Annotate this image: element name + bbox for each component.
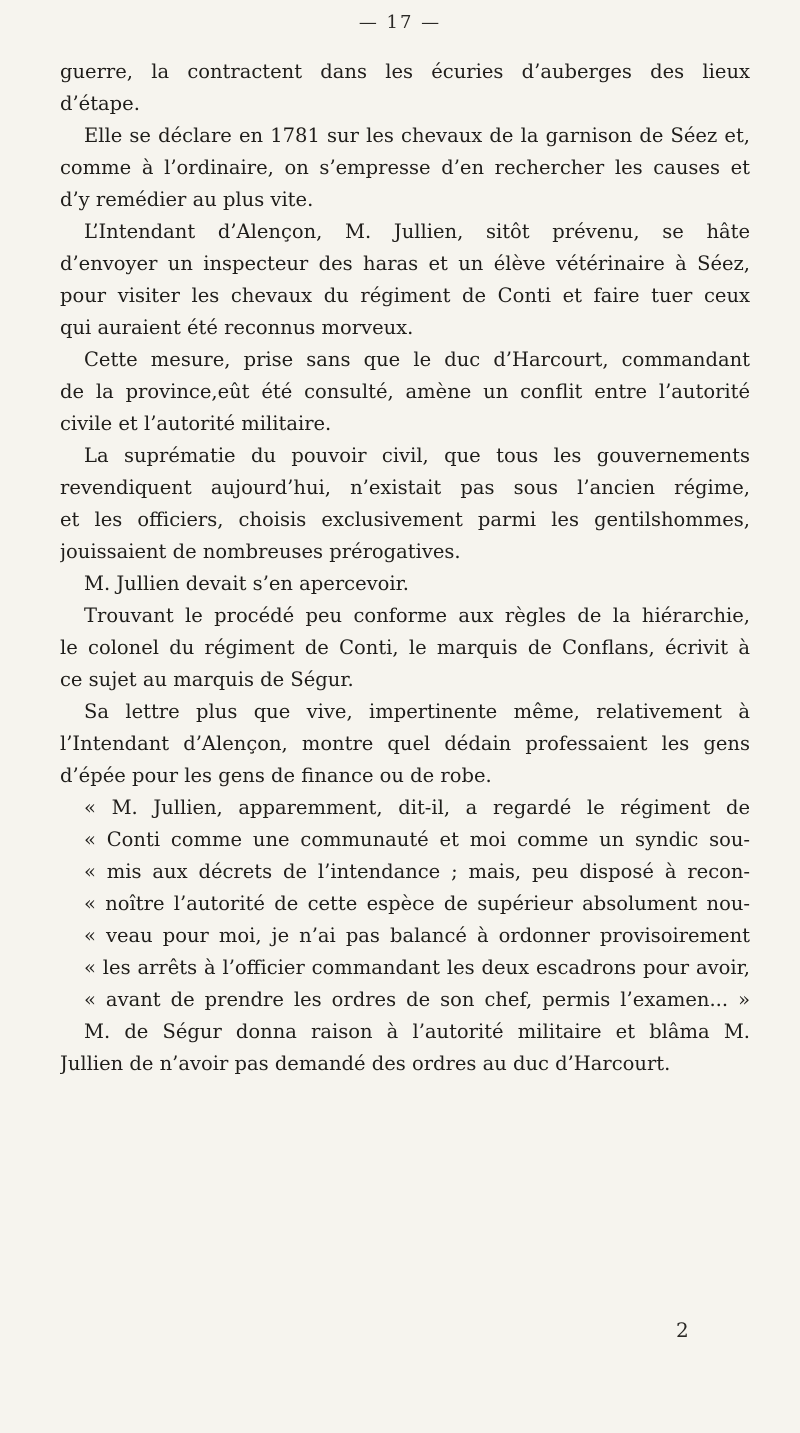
- text-line: jouissaient de nombreuses prérogatives.: [60, 540, 461, 563]
- text-line: d’étape.: [60, 92, 140, 115]
- quote-line: « mis aux décrets de l’intendance ; mais, peu disposé à recon-: [84, 860, 750, 883]
- text-line: de la province,eût été consulté, amène un conflit entre l’autorité: [60, 380, 750, 403]
- text-line: civile et l’autorité militaire.: [60, 412, 332, 435]
- quote-line: « M. Jullien, apparemment, dit-il, a regardé le régiment de: [84, 796, 750, 819]
- text-line: ce sujet au marquis de Ségur.: [60, 668, 354, 691]
- quote-line: « noître l’autorité de cette espèce de supérieur absolument nou-: [84, 892, 750, 915]
- text-line: Sa lettre plus que vive, impertinente même, relativement à: [84, 700, 750, 723]
- text-line: revendiquent aujourd’hui, n’existait pas sous l’ancien régime,: [60, 476, 750, 499]
- text-line: l’Intendant d’Alençon, montre quel dédain professaient les gens: [60, 732, 750, 755]
- text-line: Cette mesure, prise sans que le duc d’Harcourt, commandant: [84, 348, 750, 371]
- signature-mark: 2: [676, 1318, 689, 1342]
- text-line: d’épée pour les gens de finance ou de robe.: [60, 764, 492, 787]
- quote-line: « veau pour moi, je n’ai pas balancé à ordonner provisoirement: [84, 924, 750, 947]
- text-line: L’Intendant d’Alençon, M. Jullien, sitôt prévenu, se hâte: [84, 220, 750, 243]
- text-line: guerre, la contractent dans les écuries d’auberges des lieux: [60, 60, 750, 83]
- quote-line: « Conti comme une communauté et moi comme un syndic sou-: [84, 828, 750, 851]
- text-line: Elle se déclare en 1781 sur les chevaux de la garnison de Séez et,: [84, 124, 750, 147]
- text-line: et les officiers, choisis exclusivement parmi les gentilshommes,: [60, 508, 750, 531]
- quote-line: « les arrêts à l’officier commandant les deux escadrons pour avoir,: [84, 956, 750, 979]
- text-line: qui auraient été reconnus morveux.: [60, 316, 414, 339]
- text-line: Jullien de n’avoir pas demandé des ordres au duc d’Harcourt.: [60, 1052, 671, 1075]
- text-line: pour visiter les chevaux du régiment de Conti et faire tuer ceux: [60, 284, 750, 307]
- text-line: d’y remédier au plus vite.: [60, 188, 314, 211]
- text-line: le colonel du régiment de Conti, le marquis de Conflans, écrivit à: [60, 636, 750, 659]
- page-number: — 17 —: [358, 12, 442, 33]
- text-line: comme à l’ordinaire, on s’empresse d’en rechercher les causes et: [60, 156, 750, 179]
- text-line: M. de Ségur donna raison à l’autorité militaire et blâma M.: [84, 1020, 750, 1043]
- text-line: M. Jullien devait s’en apercevoir.: [84, 572, 409, 595]
- text-line: Trouvant le procédé peu conforme aux règles de la hiérarchie,: [84, 604, 750, 627]
- body-text: [60, 56, 750, 1080]
- text-line: La suprématie du pouvoir civil, que tous les gouvernements: [84, 444, 750, 467]
- text-line: d’envoyer un inspecteur des haras et un élève vétérinaire à Séez,: [60, 252, 750, 275]
- quote-line: « avant de prendre les ordres de son chef, permis l’examen... »: [84, 988, 750, 1011]
